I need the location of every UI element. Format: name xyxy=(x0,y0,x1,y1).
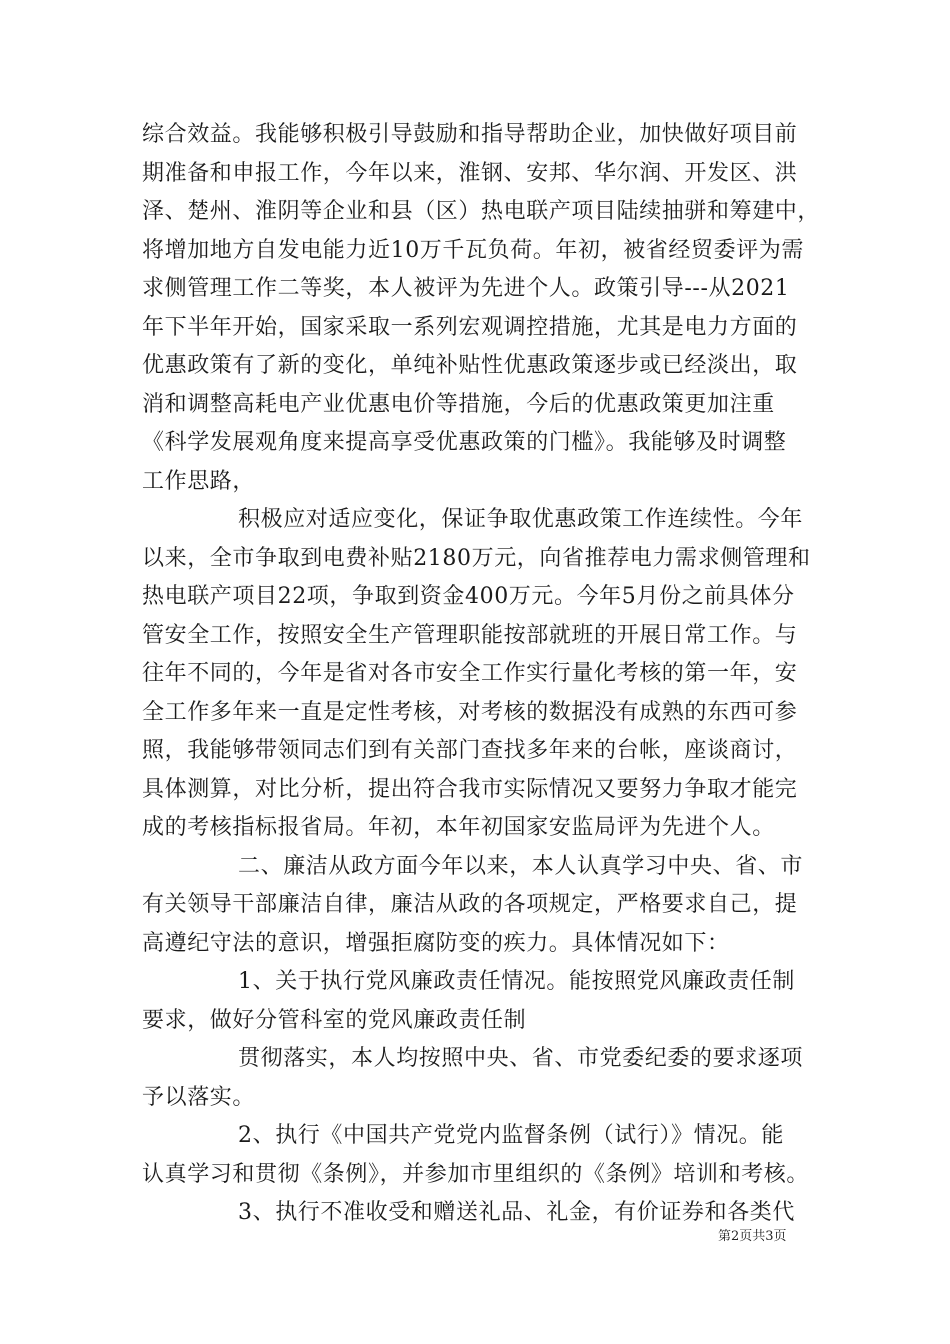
paragraph-1 xyxy=(142,116,821,501)
text-line: 《科学发展观角度来提高享受优惠政策的门槛》。我能够及时调整 xyxy=(142,430,787,455)
text-line: 消和调整高耗电产业优惠电价等措施，今后的优惠政策更加注重 xyxy=(142,391,775,417)
text-line: 有关领导干部廉洁自律，廉洁从政的各项规定，严格要求自己，提 xyxy=(142,892,798,917)
text-line: 期准备和申报工作，今年以来，淮钢、安邦、华尔润、开发区、洪 xyxy=(142,160,798,186)
text-line: 热电联产项目22项，争取到资金400万元。今年5月份之前具体分 xyxy=(142,584,795,609)
text-line: 泽、楚州、淮阴等企业和县（区）热电联产项目陆续抽骈和筹建中， xyxy=(142,199,821,224)
text-line: 管安全工作，按照安全生产管理职能按部就班的开展日常工作。与 xyxy=(142,622,798,648)
text-line: 优惠政策有了新的变化，单纯补贴性优惠政策逐步或已经淡出，取 xyxy=(142,353,798,378)
text-line: 要求，做好分管科室的党风廉政责任制 xyxy=(142,1007,527,1033)
text-line: 求侧管理工作二等奖，本人被评为先进个人。政策引导---从2021 xyxy=(142,276,790,301)
page-number-footer: 第2页共3页 xyxy=(718,1229,787,1244)
text-line: 综合效益。我能够积极引导鼓励和指导帮助企业，加快做好项目前 xyxy=(142,122,798,147)
text-line: 2、执行《中国共产党党内监督条例（试行）》情况。能 xyxy=(238,1123,784,1148)
text-line: 成的考核指标报省局。年初，本年初国家安监局评为先进个人。 xyxy=(142,815,775,840)
text-line: 1、关于执行党风廉政责任情况。能按照党风廉政责任制 xyxy=(238,969,795,994)
text-line: 工作思路， xyxy=(142,468,256,494)
text-line: 全工作多年来一直是定性考核，对考核的数据没有成熟的东西可参 xyxy=(142,699,798,725)
paragraph-2 xyxy=(142,501,810,848)
text-line: 照，我能够带领同志们到有关部门查找多年来的台帐，座谈商讨， xyxy=(142,738,798,763)
paragraph-7 xyxy=(142,1194,810,1233)
document-body xyxy=(142,116,821,1233)
text-line: 往年不同的，今年是省对各市安全工作实行量化考核的第一年，安 xyxy=(142,661,798,686)
text-line: 二、廉洁从政方面今年以来，本人认真学习中央、省、市 xyxy=(238,853,804,879)
text-line: 贯彻落实，本人均按照中央、省、市党委纪委的要求逐项 xyxy=(238,1046,804,1071)
text-line: 积极应对适应变化，保证争取优惠政策工作连续性。今年 xyxy=(238,507,804,532)
paragraph-3 xyxy=(142,848,810,964)
text-line: 将增加地方自发电能力近10万千瓦负荷。年初，被省经贸委评为需 xyxy=(142,237,804,263)
text-line: 具体测算，对比分析，提出符合我市实际情况又要努力争取才能完 xyxy=(142,776,798,802)
paragraph-4 xyxy=(142,963,810,1040)
paragraph-5 xyxy=(142,1040,810,1117)
text-line: 高遵纪守法的意识，增强拒腐防变的疾力。具体情况如下： xyxy=(142,930,730,956)
text-line: 予以落实。 xyxy=(142,1084,256,1110)
paragraph-6 xyxy=(142,1117,810,1194)
text-line: 认真学习和贯彻《条例》，并参加市里组织的《条例》培训和考核。 xyxy=(142,1161,810,1187)
text-line: 以来，全市争取到电费补贴2180万元，向省推荐电力需求侧管理和 xyxy=(142,545,811,571)
text-line: 3、执行不准收受和赠送礼品、礼金，有价证券和各类代 xyxy=(238,1200,795,1225)
text-line: 年下半年开始，国家采取一系列宏观调控措施，尤其是电力方面的 xyxy=(142,314,798,340)
